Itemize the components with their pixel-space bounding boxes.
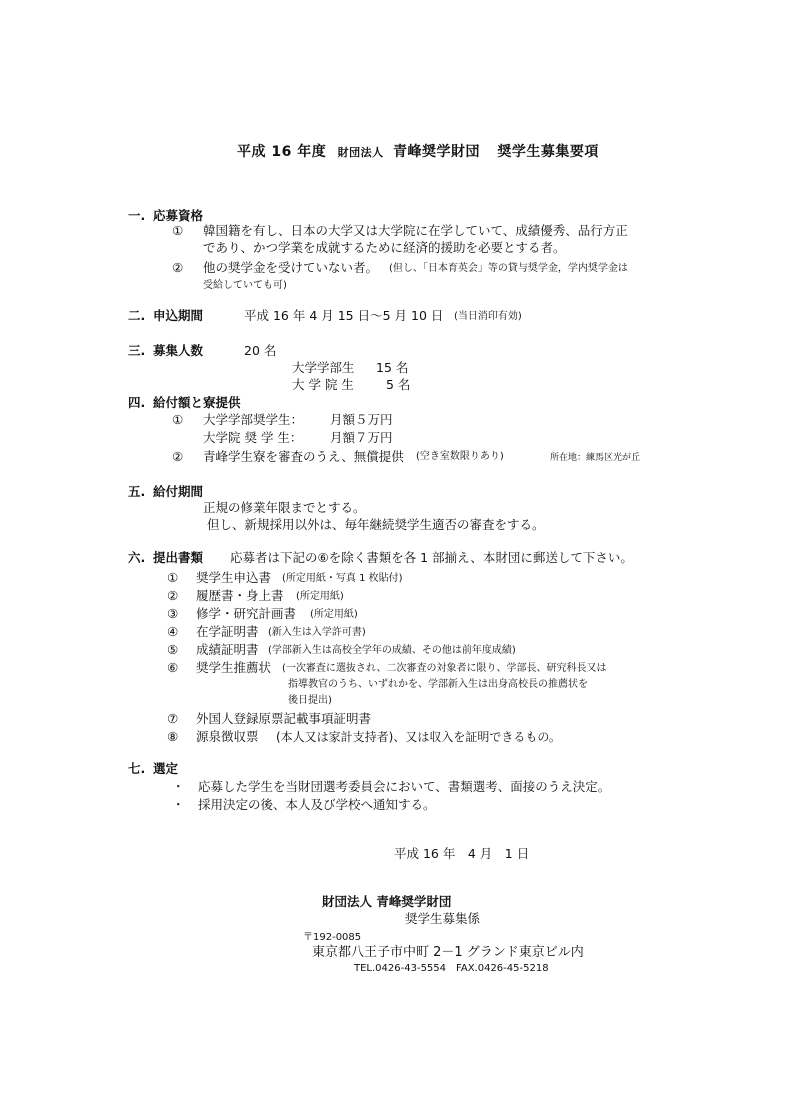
recruit-undergrad-label: 大学学部生 bbox=[292, 360, 355, 375]
document-item-6-note-line-2: 指導教官のうち、いずれかを、学部新入生は出身高校長の推薦状を bbox=[288, 679, 588, 690]
section-7-title: 選定 bbox=[153, 761, 179, 776]
section-1-number: 一. bbox=[128, 208, 146, 223]
section-2-title: 申込期間 bbox=[153, 308, 204, 323]
title-org: 青峰奨学財団 bbox=[392, 144, 480, 160]
period-line-1: 正規の修業年限までとする。 bbox=[203, 500, 366, 515]
document-item-6-note-line-3: 後日提出) bbox=[288, 695, 332, 706]
footer-address: 東京都八王子市中町 2－1 グランド東京ビル内 bbox=[312, 945, 584, 960]
section-1-item-1-mark: ① bbox=[172, 223, 184, 238]
dormitory-availability-note: (空き室数限りあり) bbox=[416, 451, 504, 462]
stipend-grad-label: 大学院 奨 学 生： bbox=[203, 430, 303, 445]
document-title bbox=[237, 145, 599, 159]
section-4-item-2-mark: ② bbox=[172, 449, 184, 464]
section-4-item-1-mark: ① bbox=[172, 412, 184, 427]
document-item-8-mark: ⑧ bbox=[167, 729, 179, 744]
stipend-undergrad-value: 月額５万円 bbox=[330, 412, 393, 427]
document-item-1: 奨学生申込書 bbox=[196, 570, 272, 585]
section-2-number: 二. bbox=[128, 308, 146, 323]
section-1-item-2-note-1: (但し、「日本育英会」等の貸与奨学金，学内奨学金は bbox=[389, 263, 628, 274]
section-6-title: 提出書類 bbox=[153, 550, 204, 565]
document-item-7-mark: ⑦ bbox=[167, 711, 179, 726]
document-item-1-mark: ① bbox=[167, 570, 179, 585]
document-item-6-mark: ⑥ bbox=[167, 660, 179, 675]
recruit-grad-value: 5 名 bbox=[386, 377, 411, 392]
dormitory-location: 所在地：練馬区光が丘 bbox=[550, 453, 641, 463]
title-year: 平成 16 年度 bbox=[237, 144, 327, 160]
document-item-2-mark: ② bbox=[167, 588, 179, 603]
section-6-intro: 応募者は下記の⑥を除く書類を各 1 部揃え、本財団に郵送して下さい。 bbox=[230, 550, 633, 565]
document-item-8-note: (本人又は家計支持者)、又は収入を証明できるもの。 bbox=[276, 730, 561, 744]
selection-line-2: 採用決定の後、本人及び学校へ通知する。 bbox=[198, 797, 436, 812]
section-1-title: 応募資格 bbox=[153, 208, 204, 223]
footer-department: 奨学生募集係 bbox=[405, 911, 481, 926]
stipend-grad-value: 月額７万円 bbox=[330, 430, 393, 445]
document-item-6-note-line-1: (一次審査に選抜され、二次審査の対象者に限り、学部長、研究科長又は bbox=[282, 663, 607, 674]
document-item-7: 外国人登録原票記載事項証明書 bbox=[196, 711, 372, 726]
document-item-3-mark: ③ bbox=[167, 606, 179, 621]
selection-bullet-2: ・ bbox=[172, 797, 185, 812]
document-item-1-note: (所定用紙・写真 1 枚貼付) bbox=[282, 573, 403, 584]
selection-line-1: 応募した学生を当財団選考委員会において、書類選考、面接のうえ決定。 bbox=[198, 779, 611, 794]
document-item-5-mark: ⑤ bbox=[167, 642, 179, 657]
section-7-number: 七. bbox=[128, 761, 146, 776]
recruit-total: 20 名 bbox=[244, 343, 277, 358]
document-item-4-mark: ④ bbox=[167, 624, 179, 639]
section-3-title: 募集人数 bbox=[153, 343, 204, 358]
title-doc: 奨学生募集要項 bbox=[497, 144, 599, 160]
section-1-item-2-mark: ② bbox=[172, 260, 184, 275]
section-6-number: 六. bbox=[128, 550, 146, 565]
issue-date: 平成 16 年 4 月 1 日 bbox=[394, 846, 530, 861]
stipend-undergrad-label: 大学学部奨学生： bbox=[203, 412, 304, 427]
section-1-item-1-line-1: 韓国籍を有し、日本の大学又は大学院に在学していて、成績優秀、品行方正 bbox=[203, 223, 628, 238]
document-item-2-note: (所定用紙) bbox=[296, 591, 344, 602]
document-item-6: 奨学生推薦状 bbox=[196, 660, 272, 675]
selection-bullet-1: ・ bbox=[172, 779, 185, 794]
document-item-4-note: (新入生は入学許可書) bbox=[268, 627, 366, 638]
section-5-number: 五. bbox=[128, 484, 146, 499]
document-item-3-note: (所定用紙) bbox=[310, 609, 358, 620]
section-1-item-2-main: 他の奨学金を受けていない者。 bbox=[203, 260, 379, 275]
footer-organization: 財団法人 青峰奨学財団 bbox=[322, 894, 452, 909]
section-4-number: 四. bbox=[128, 395, 146, 410]
document-item-2: 履歴書・身上書 bbox=[196, 588, 284, 603]
period-line-2: 但し、新規採用以外は、毎年継続奨学生適否の審査をする。 bbox=[207, 517, 545, 532]
document-item-8: 源泉徴収票 bbox=[196, 729, 259, 744]
document-item-5: 成績証明書 bbox=[196, 642, 259, 657]
recruit-grad-label: 大 学 院 生 bbox=[292, 377, 354, 392]
document-item-5-note: (学部新入生は高校全学年の成績、その他は前年度成績) bbox=[268, 645, 516, 656]
section-4-title: 給付額と寮提供 bbox=[153, 395, 241, 410]
footer-phone-fax: TEL.0426-43-5554 FAX.0426-45-5218 bbox=[354, 963, 549, 974]
section-1-item-1-line-2: であり、かつ学業を成就するために経済的援助を必要とする者。 bbox=[203, 240, 566, 255]
footer-postal-code: 〒192-0085 bbox=[303, 932, 362, 943]
section-1-item-2-note-2: 受給していても可) bbox=[203, 280, 287, 291]
document-item-4: 在学証明書 bbox=[196, 624, 259, 639]
dormitory-offer: 青峰学生寮を審査のうえ、無償提供 bbox=[203, 449, 404, 464]
document-item-3: 修学・研究計画書 bbox=[196, 606, 297, 621]
title-org-prefix: 財団法人 bbox=[337, 146, 384, 159]
section-3-number: 三. bbox=[128, 343, 146, 358]
section-5-title: 給付期間 bbox=[153, 484, 204, 499]
application-period: 平成 16 年 4 月 15 日～5 月 10 日 bbox=[244, 308, 444, 323]
application-period-note: (当日消印有効) bbox=[454, 311, 522, 322]
recruit-undergrad-value: 15 名 bbox=[376, 360, 409, 375]
